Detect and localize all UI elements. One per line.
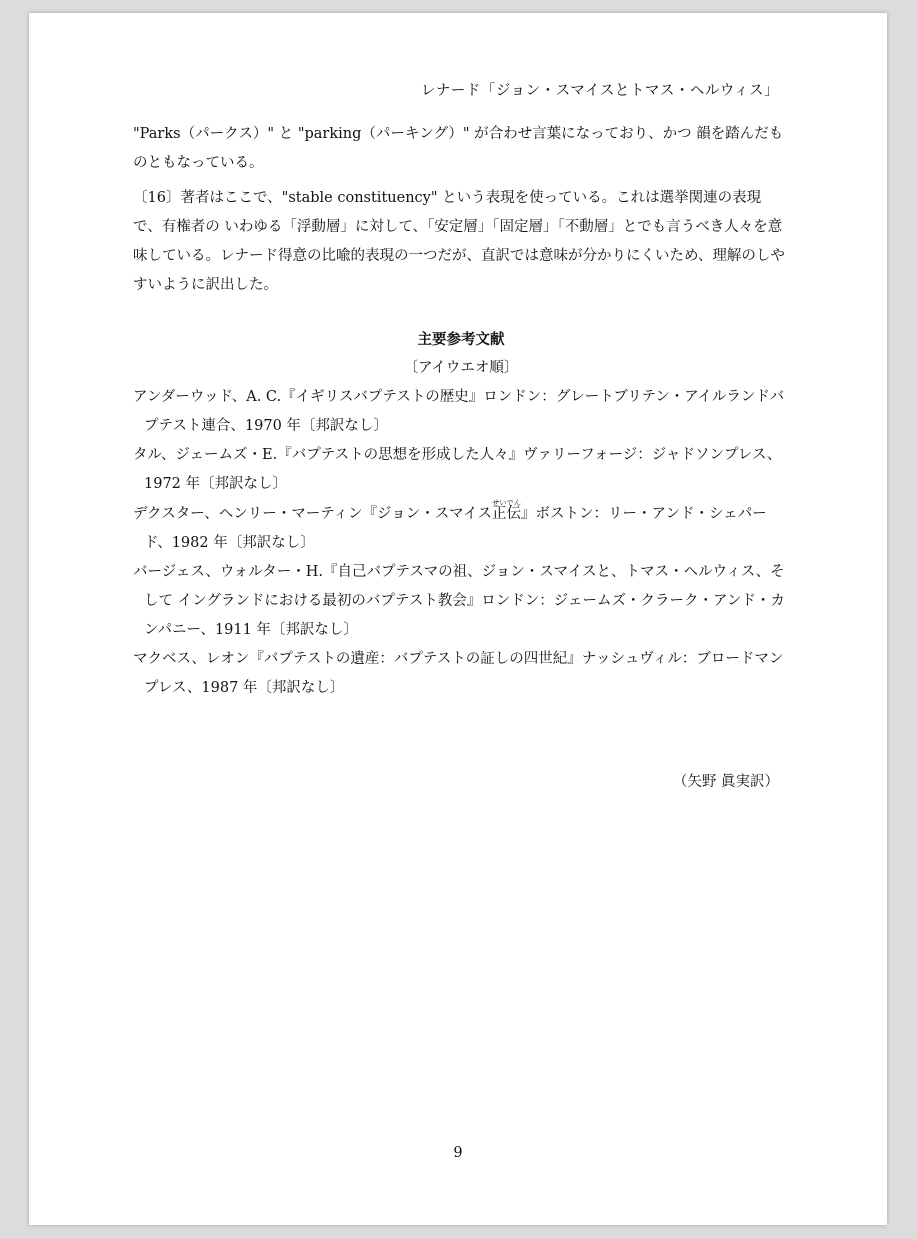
reference-item: バージェス、ウォルター・H.『自己バプテスマの祖、ジョン・スマイスと、トマス・ヘルウィス、そして イングランドにおける最初のバプテスト教会』ロンドン：ジェームズ・クラーク・アンド・カンパニー、1911 年〔邦訳なし〕 (133, 564, 785, 638)
ruby-base: 正伝 (492, 506, 522, 522)
ruby-reading: せいでん (492, 499, 522, 507)
reference-text: デクスター、ヘンリー・マーティン『ジョン・スマイス (133, 506, 493, 522)
page-number: 9 (453, 1145, 463, 1161)
reference-item (133, 499, 789, 558)
reference-text: 』ボストン：リー・アンド・シェパード、1982 年〔邦訳なし〕 (144, 506, 767, 551)
note-paragraph: "Parks（パークス）" と "parking（パーキング）" が合わせ言葉になっており、かつ 韻を踏んだものともなっている。 (133, 126, 784, 171)
document-page (29, 13, 887, 1225)
reference-item: マクベス、レオン『バプテストの遺産：バプテストの証しの四世紀』ナッシュヴィル：ブロードマンプレス、1987 年〔邦訳なし〕 (133, 651, 784, 696)
references-section (133, 325, 789, 703)
running-header: レナード「ジョン・スマイスとトマス・ヘルウィス」 (420, 83, 779, 99)
references-title: 主要参考文献 (417, 331, 505, 348)
ruby-annotation (492, 499, 522, 522)
translator-credit: （矢野 眞実訳） (672, 774, 779, 790)
references-order-note: 〔アイウエオ順〕 (403, 360, 519, 376)
reference-item: アンダーウッド、A. C.『イギリスバプテストの歴史』ロンドン：グレートブリテン・アイルランドバプテスト連合、1970 年〔邦訳なし〕 (133, 389, 785, 434)
note-paragraph: 〔16〕著者はここで、"stable constituency" という表現を使っている。これは選挙関連の表現で、有権者の いわゆる「浮動層」に対して、「安定層」「固定層」「不動層」とでも言うべき人々を意味している。レナード得意の比喩的表現の一つだが、直訳では意味が分かりにくいため、理解のしやすいように訳出した。 (133, 190, 785, 293)
reference-item: タル、ジェームズ・E.『バプテストの思想を形成した人々』ヴァリーフォージ：ジャドソンプレス、1972 年〔邦訳なし〕 (133, 447, 782, 492)
notes-section (133, 120, 789, 306)
